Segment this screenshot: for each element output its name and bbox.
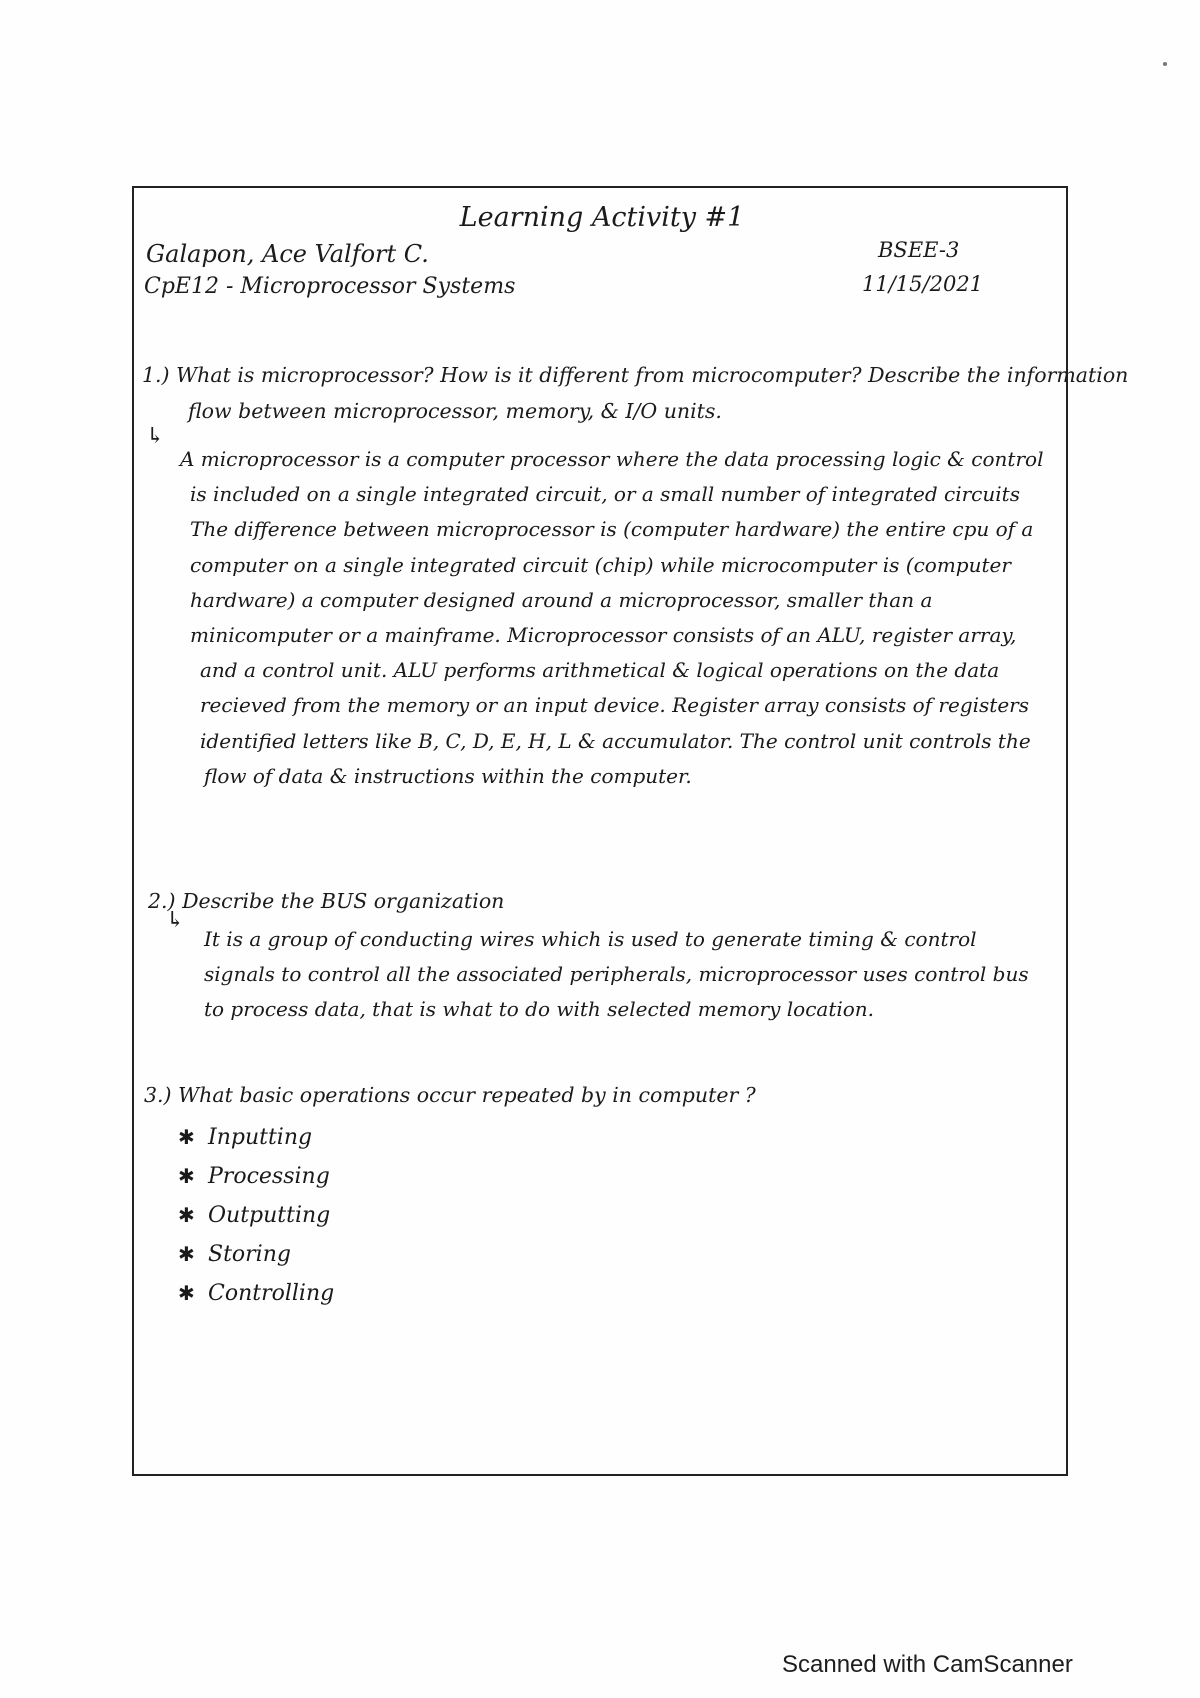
question-text-line: flow between microprocessor, memory, & I/O units. xyxy=(188,399,722,423)
question-1-continued xyxy=(188,392,722,430)
list-item xyxy=(178,1235,334,1274)
activity-title: Learning Activity #1 xyxy=(459,202,745,233)
answer-line: is included on a single integrated circuit, or a small number of integrated circuits xyxy=(190,482,1020,507)
list-item-label: Outputting xyxy=(208,1203,331,1228)
answer-line: A microprocessor is a computer processor where the data processing logic & control xyxy=(180,447,1044,471)
question-number: 2.) xyxy=(148,889,176,913)
camscanner-watermark: Scanned with CamScanner xyxy=(782,1651,1073,1678)
asterisk-icon: ✱ xyxy=(178,1164,195,1188)
answer-1 xyxy=(180,442,1043,794)
date-label: 11/15/2021 xyxy=(862,272,984,296)
answer-line: hardware) a computer designed around a microprocessor, smaller than a xyxy=(190,587,933,612)
question-2 xyxy=(148,882,504,920)
answer-2 xyxy=(204,922,1029,1028)
question-text-line: What is microprocessor? How is it different from microcomputer? Describe the information xyxy=(176,363,1129,387)
scan-speck xyxy=(1163,62,1167,66)
answer-arrow-icon: ↳ xyxy=(146,424,165,449)
asterisk-icon: ✱ xyxy=(178,1281,195,1305)
list-item xyxy=(178,1196,334,1235)
answer-line: signals to control all the associated peripherals, microprocessor uses control bus xyxy=(204,962,1029,987)
answer-line: and a control unit. ALU performs arithmetical & logical operations on the data xyxy=(200,658,1000,683)
operations-list xyxy=(178,1118,334,1313)
asterisk-icon: ✱ xyxy=(178,1242,195,1266)
list-item-label: Storing xyxy=(208,1242,291,1267)
asterisk-icon: ✱ xyxy=(178,1203,195,1227)
answer-line: The difference between microprocessor is (computer hardware) the entire cpu of a xyxy=(190,517,1034,542)
activity-sheet-border xyxy=(132,186,1129,1476)
list-item-label: Controlling xyxy=(208,1281,335,1306)
list-item xyxy=(178,1157,334,1196)
answer-line: It is a group of conducting wires which is used to generate timing & control xyxy=(204,927,977,951)
question-number: 3.) xyxy=(144,1083,172,1107)
answer-line: minicomputer or a mainframe. Microprocessor consists of an ALU, register array, xyxy=(190,623,1017,648)
question-text-line: What basic operations occur repeated by in computer ? xyxy=(178,1083,756,1107)
list-item-label: Processing xyxy=(208,1164,330,1189)
question-3 xyxy=(144,1076,756,1114)
asterisk-icon: ✱ xyxy=(178,1125,195,1149)
answer-line: flow of data & instructions within the computer. xyxy=(204,763,692,788)
section-label: BSEE-3 xyxy=(878,238,960,262)
student-name: Galapon, Ace Valfort C. xyxy=(146,240,429,268)
question-text-line: Describe the BUS organization xyxy=(182,889,505,913)
question-1 xyxy=(142,356,1128,394)
answer-arrow-icon: ↳ xyxy=(166,908,185,933)
answer-line: recieved from the memory or an input device. Register array consists of registers xyxy=(200,693,1029,718)
question-number: 1.) xyxy=(142,363,170,387)
list-item xyxy=(178,1118,334,1157)
course-name: CpE12 - Microprocessor Systems xyxy=(144,274,516,299)
answer-line: computer on a single integrated circuit (chip) while microcomputer is (computer xyxy=(190,552,1011,577)
list-item xyxy=(178,1274,334,1313)
answer-line: identified letters like B, C, D, E, H, L & accumulator. The control unit controls the xyxy=(200,728,1031,753)
answer-line: to process data, that is what to do with selected memory location. xyxy=(204,997,875,1022)
list-item-label: Inputting xyxy=(208,1125,313,1150)
